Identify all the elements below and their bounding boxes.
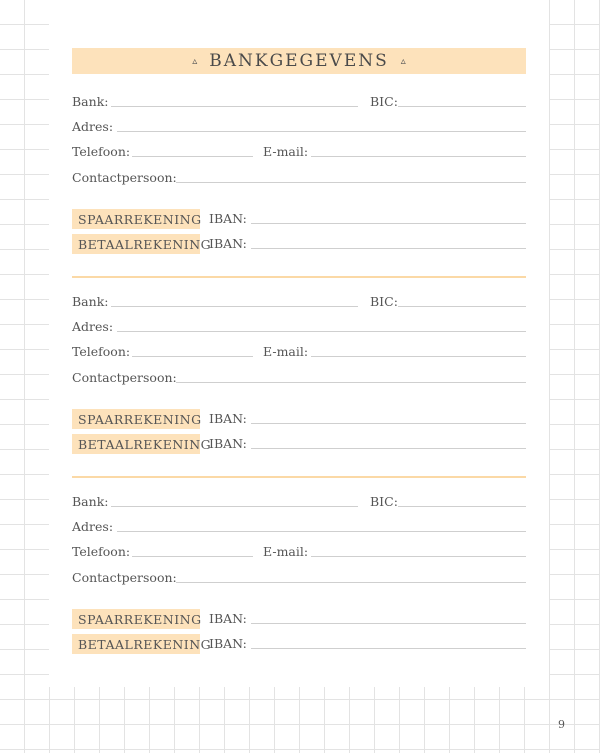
telefoon-label: Telefoon:: [72, 544, 131, 559]
bank-label: Bank:: [72, 494, 109, 509]
telefoon-field-2[interactable]: [132, 356, 253, 357]
bic-label: BIC:: [370, 294, 398, 309]
bank-field-3[interactable]: [111, 506, 358, 507]
section-divider: [72, 476, 526, 478]
adres-label: Adres:: [72, 519, 114, 534]
adres-field-3[interactable]: [117, 531, 526, 532]
triangle-left-icon: ▵: [192, 55, 198, 67]
spaar-iban-field-1[interactable]: [251, 223, 526, 224]
adres-label: Adres:: [72, 319, 114, 334]
bic-field-1[interactable]: [398, 106, 526, 107]
contactpersoon-label: Contactpersoon:: [72, 370, 177, 385]
betaal-iban-field-1[interactable]: [251, 248, 526, 249]
email-field-2[interactable]: [311, 356, 526, 357]
telefoon-field-3[interactable]: [132, 556, 253, 557]
spaar-iban-field-2[interactable]: [251, 423, 526, 424]
page-number: 9: [558, 718, 565, 731]
contactpersoon-label: Contactpersoon:: [72, 570, 177, 585]
contactpersoon-label: Contactpersoon:: [72, 170, 177, 185]
iban-label: IBAN:: [209, 436, 247, 451]
bank-label: Bank:: [72, 94, 109, 109]
section-divider: [72, 276, 526, 278]
contactpersoon-field-3[interactable]: [176, 582, 526, 583]
contactpersoon-field-1[interactable]: [176, 182, 526, 183]
bank-label: Bank:: [72, 294, 109, 309]
telefoon-field-1[interactable]: [132, 156, 253, 157]
betaalrekening-tag: BETAALREKENING: [72, 234, 200, 254]
email-label: E-mail:: [263, 344, 309, 359]
contactpersoon-field-2[interactable]: [176, 382, 526, 383]
spaar-iban-field-3[interactable]: [251, 623, 526, 624]
betaalrekening-tag: BETAALREKENING: [72, 634, 200, 654]
spaarrekening-tag: SPAARREKENING: [72, 209, 200, 229]
adres-field-1[interactable]: [117, 131, 526, 132]
iban-label: IBAN:: [209, 636, 247, 651]
page-title: BANKGEGEVENS: [209, 51, 389, 71]
spaarrekening-tag: SPAARREKENING: [72, 409, 200, 429]
iban-label: IBAN:: [209, 236, 247, 251]
email-field-3[interactable]: [311, 556, 526, 557]
bic-label: BIC:: [370, 494, 398, 509]
betaal-iban-field-2[interactable]: [251, 448, 526, 449]
betaalrekening-tag: BETAALREKENING: [72, 434, 200, 454]
bic-field-2[interactable]: [398, 306, 526, 307]
betaal-iban-field-3[interactable]: [251, 648, 526, 649]
triangle-right-icon: ▵: [400, 55, 406, 67]
iban-label: IBAN:: [209, 411, 247, 426]
email-label: E-mail:: [263, 144, 309, 159]
email-field-1[interactable]: [311, 156, 526, 157]
bic-field-3[interactable]: [398, 506, 526, 507]
iban-label: IBAN:: [209, 611, 247, 626]
adres-label: Adres:: [72, 119, 114, 134]
email-label: E-mail:: [263, 544, 309, 559]
spaarrekening-tag: SPAARREKENING: [72, 609, 200, 629]
adres-field-2[interactable]: [117, 331, 526, 332]
bic-label: BIC:: [370, 94, 398, 109]
telefoon-label: Telefoon:: [72, 344, 131, 359]
section-header: [72, 48, 526, 74]
iban-label: IBAN:: [209, 211, 247, 226]
telefoon-label: Telefoon:: [72, 144, 131, 159]
bank-field-2[interactable]: [111, 306, 358, 307]
bank-field-1[interactable]: [111, 106, 358, 107]
